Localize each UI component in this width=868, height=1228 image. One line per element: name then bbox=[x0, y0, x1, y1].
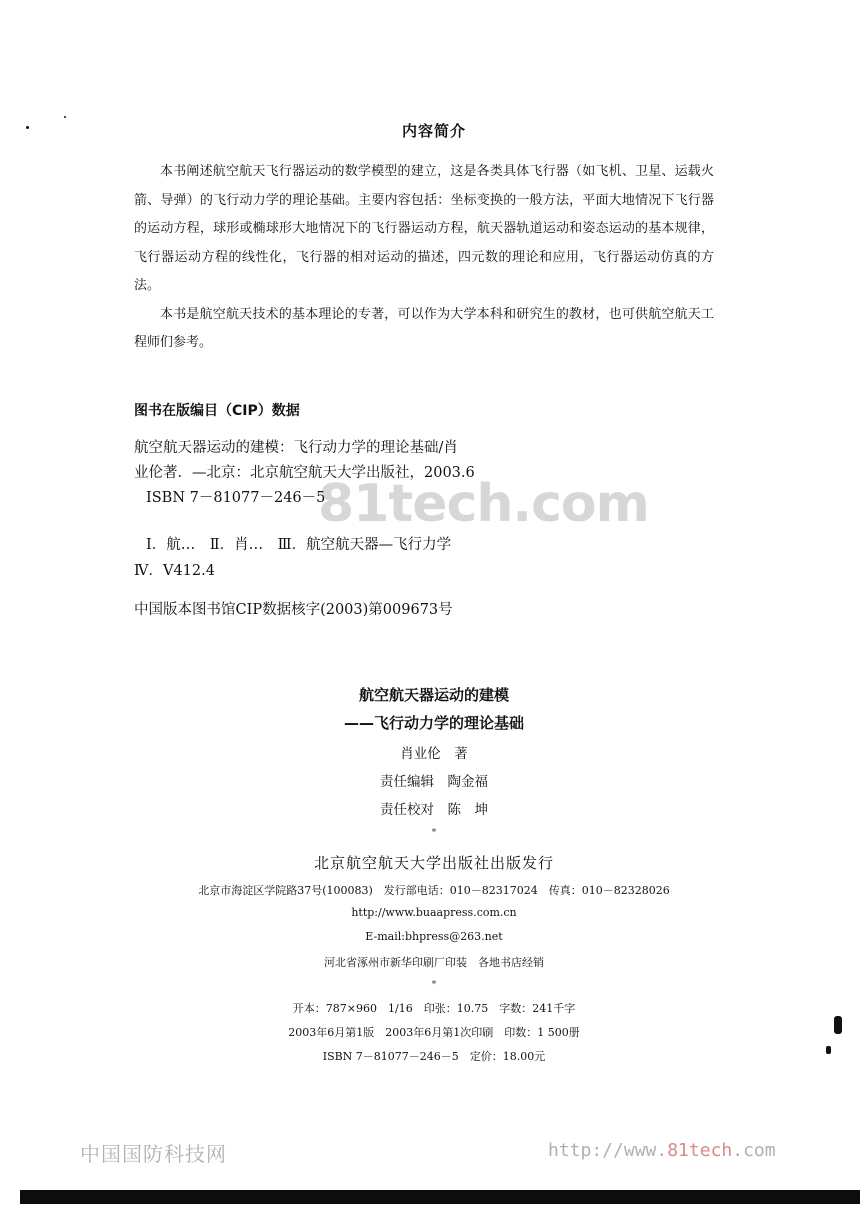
colophon-title: 航空航天器运动的建模 bbox=[358, 686, 509, 704]
intro-title: 内容简介 bbox=[401, 122, 466, 140]
colophon-website: http://www.buaapress.com.cn bbox=[351, 906, 517, 919]
colophon-author: 肖业伦 著 bbox=[400, 746, 468, 762]
separator-star: * bbox=[431, 828, 437, 838]
colophon-specs: 开本：787×960 1/16 印张：10.75 字数：241千字 bbox=[292, 1002, 576, 1015]
watermark-logo-text: 81tech.com bbox=[318, 474, 649, 534]
scan-border-bar bbox=[20, 1190, 860, 1204]
cip-isbn-line: ISBN 7－81077－246－5 bbox=[146, 490, 326, 506]
url-prefix: http://www. bbox=[548, 1140, 668, 1161]
colophon-printer: 河北省涿州市新华印刷厂印装 各地书店经销 bbox=[324, 956, 544, 969]
cip-class-line-2: Ⅳ．V412.4 bbox=[134, 563, 215, 579]
scan-speck bbox=[64, 116, 66, 118]
colophon-edition: 2003年6月第1版 2003年6月第1次印刷 印数：1 500册 bbox=[288, 1026, 580, 1039]
cip-number: 中国版本图书馆CIP数据核字(2003)第009673号 bbox=[134, 602, 453, 618]
cip-class-line-1: Ⅰ．航… Ⅱ．肖… Ⅲ．航空航天器—飞行力学 bbox=[146, 537, 452, 553]
watermark-footer-site-name: 中国国防科技网 bbox=[80, 1142, 227, 1166]
url-suffix: .com bbox=[732, 1140, 776, 1161]
colophon-subtitle: ——飞行动力学的理论基础 bbox=[343, 714, 524, 732]
cip-classification bbox=[134, 532, 451, 584]
url-highlight: 81tech bbox=[667, 1140, 733, 1161]
intro-paragraph-1: 本书阐述航空航天飞行器运动的数学模型的建立，这是各类具体飞行器（如飞机、卫星、运载火箭、导弹）的飞行动力学的理论基础。主要内容包括：坐标变换的一般方法，平面大地情况下飞行器的运动方程，球形或椭球形大地情况下的飞行器运动方程，航天器轨道运动和姿态运动的基本规律，飞行器运动方程的线性化，飞行器的相对运动的描述，四元数的理论和应用，飞行器运动仿真的方法。 bbox=[134, 164, 714, 293]
intro-text bbox=[134, 158, 714, 358]
colophon-email: E-mail:bhpress@263.net bbox=[365, 930, 503, 943]
colophon-editor: 责任编辑 陶金福 bbox=[380, 774, 488, 790]
colophon-address: 北京市海淀区学院路37号(100083) 发行部电话：010－82317024 传真：010－82328026 bbox=[198, 884, 670, 897]
cip-heading: 图书在版编目（CIP）数据 bbox=[134, 403, 300, 419]
colophon-publisher: 北京航空航天大学出版社出版发行 bbox=[313, 854, 554, 872]
cip-line-2: 业伦著．—北京：北京航空航天大学出版社，2003.6 bbox=[134, 465, 475, 481]
intro-paragraph-2: 本书是航空航天技术的基本理论的专著，可以作为大学本科和研究生的教材，也可供航空航天工程师们参考。 bbox=[134, 306, 714, 350]
cip-line-1: 航空航天器运动的建模：飞行动力学的理论基础/肖 bbox=[134, 440, 458, 456]
watermark-footer-url bbox=[548, 1140, 776, 1161]
colophon-proofreader: 责任校对 陈 坤 bbox=[380, 802, 488, 818]
separator-star-2: * bbox=[431, 980, 437, 990]
colophon-isbn-price: ISBN 7－81077－246－5 定价：18.00元 bbox=[322, 1050, 546, 1063]
